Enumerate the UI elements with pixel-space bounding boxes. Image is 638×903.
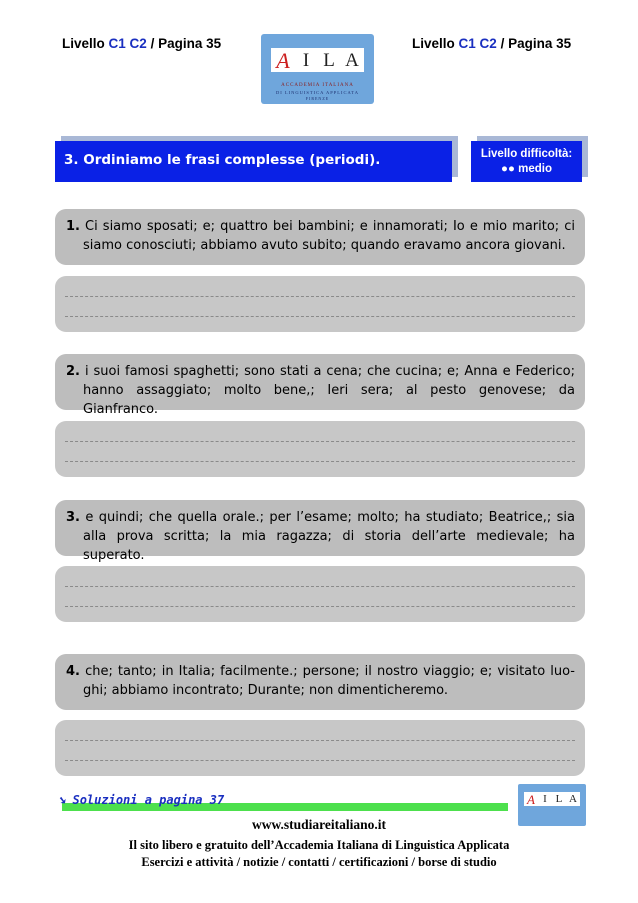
logo-letter: I	[538, 792, 552, 806]
exercise-title: 3. Ordiniamo le frasi complesse (periodi).	[55, 141, 452, 182]
answer-line	[65, 760, 575, 761]
difficulty-value: ●● medio	[501, 163, 552, 175]
answer-line	[65, 296, 575, 297]
answer-line	[65, 441, 575, 442]
item-number: 2.	[66, 364, 80, 379]
item-number: 1.	[66, 219, 80, 234]
level-c1: C1	[458, 36, 476, 51]
header-page: / Pagina 35	[146, 36, 222, 51]
answer-box[interactable]	[55, 276, 585, 332]
answer-line	[65, 586, 575, 587]
answer-line	[65, 316, 575, 317]
sentence-item	[55, 209, 585, 265]
solutions-link[interactable]	[58, 793, 224, 807]
answer-line	[65, 606, 575, 607]
footer-line1: Il sito libero e gratuito dell’Accademia Italiana di Linguistica Applicata	[128, 838, 510, 852]
sentence-item	[55, 500, 585, 563]
logo-line2: DI LINGUISTICA APPLICATA	[276, 90, 359, 95]
difficulty-box	[471, 141, 582, 182]
answer-box[interactable]	[55, 421, 585, 477]
answer-box[interactable]	[55, 720, 585, 776]
answer-line	[65, 461, 575, 462]
item-text: e quindi; che quella orale.; per l’esame; molto; ha studiato; Beatrice,; sia alla prova scritta; la mia ragazza; di storia dell’arte medievale; ha superato.	[83, 510, 575, 563]
logo-letter: A	[524, 792, 538, 806]
difficulty-label: Livello difficoltà:	[480, 148, 573, 160]
header-prefix: Livello	[412, 36, 459, 51]
level-c2: C2	[479, 36, 497, 51]
sentence-item	[55, 654, 585, 710]
item-text: i suoi famosi spaghetti; sono stati a cena; che cucina; e; Anna e Federico; hanno assaggiato; molto bene,; Ieri sera; al pesto genovese; da Gianfranco.	[83, 364, 575, 417]
answer-line	[65, 740, 575, 741]
arrow-icon: ➘	[58, 793, 66, 807]
logo-line1: ACCADEMIA ITALIANA	[281, 83, 354, 88]
level-c2: C2	[129, 36, 147, 51]
item-text: che; tanto; in Italia; facilmente.; persone; il nostro viaggio; e; visitato luo-ghi; abbiamo incontrato; Durante; non dimenticheremo.	[83, 664, 575, 698]
logo-line3: FIRENZE	[305, 96, 330, 101]
logo-letter: L	[317, 48, 341, 72]
logo-letter: A	[271, 48, 295, 72]
sentence-item	[55, 354, 585, 417]
page-header-left	[62, 36, 221, 51]
solutions-label: Soluzioni a pagina 37	[72, 793, 225, 807]
aila-logo	[261, 34, 374, 104]
level-c1: C1	[108, 36, 126, 51]
logo-letter: I	[294, 48, 318, 72]
footer-url[interactable]: www.studiareitaliano.it	[251, 817, 386, 832]
header-prefix: Livello	[62, 36, 109, 51]
item-number: 4.	[66, 664, 80, 679]
footer-line2: Esercizi e attività / notizie / contatti / certificazioni / borse di studio	[141, 855, 497, 869]
header-page: / Pagina 35	[496, 36, 572, 51]
logo-letter: A	[566, 792, 580, 806]
item-number: 3.	[66, 510, 80, 525]
logo-letter: A	[340, 48, 364, 72]
logo-letter: L	[552, 792, 566, 806]
page-header-right	[412, 36, 571, 51]
answer-box[interactable]	[55, 566, 585, 622]
item-text: Ci siamo sposati; e; quattro bei bambini; e innamorati; Io e mio marito; ci siamo conosciuti; abbiamo avuto subito; quando eravamo ancora giovani.	[83, 219, 575, 253]
